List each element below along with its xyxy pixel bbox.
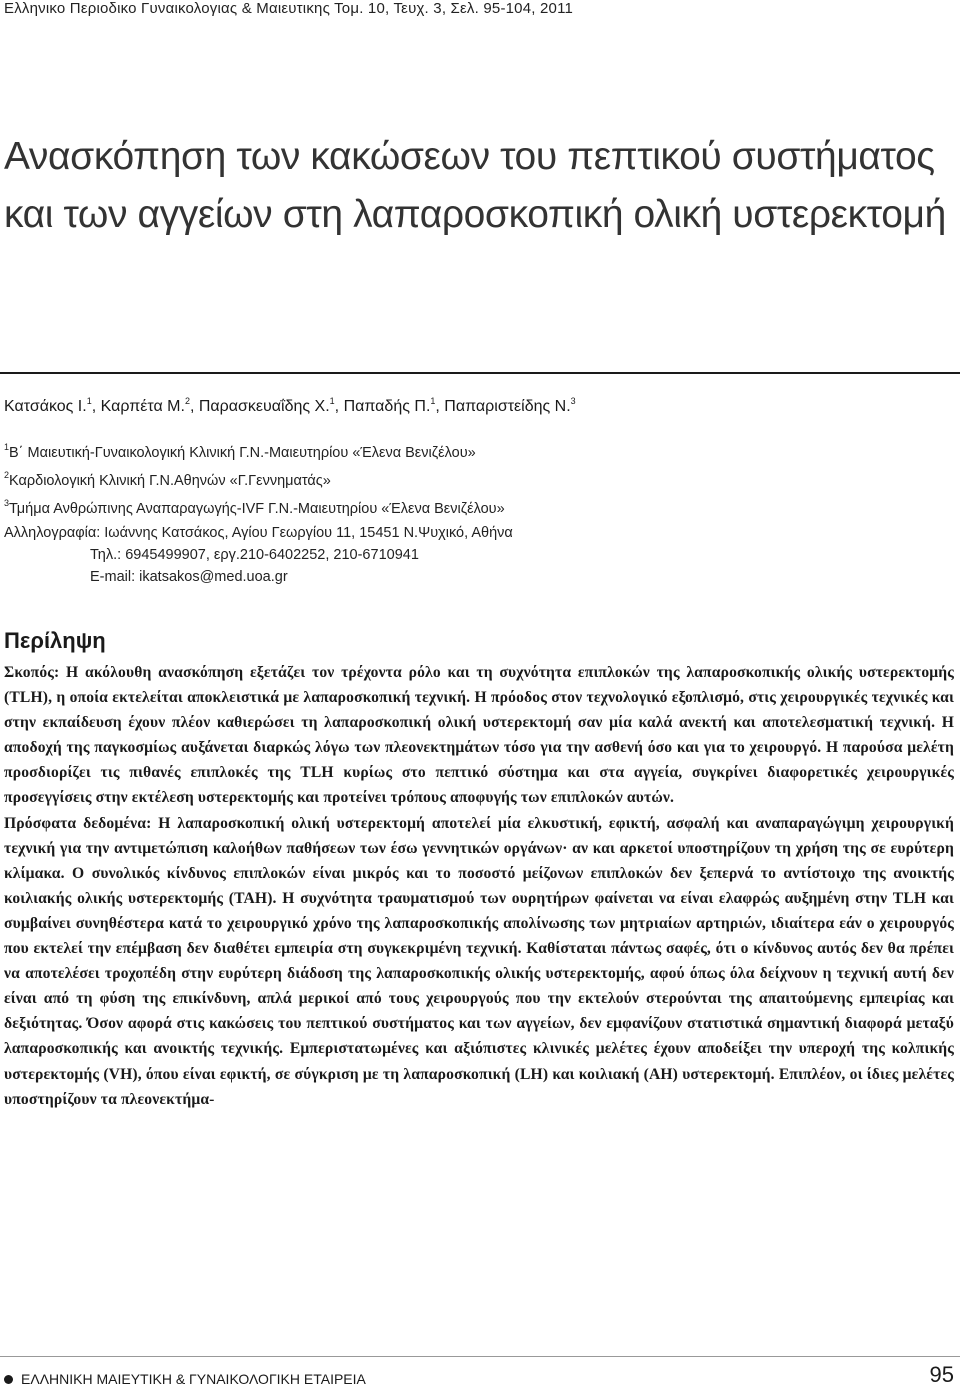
bullet-icon	[4, 1375, 13, 1384]
author: Παπαδής Π.$^1$,	[343, 396, 445, 415]
correspondence-email: E-mail: ikatsakos@med.uoa.gr	[90, 569, 288, 585]
affiliation: $^1$Β΄ Μαιευτική-Γυναικολογική Κλινική Γ.Ν.-Μαιευτηρίου «Έλενα Βενιζέλου»	[4, 442, 476, 461]
correspondence-address: Αλληλογραφία: Ιωάννης Κατσάκος, Αγίου Γεωργίου 11, 15451 Ν.Ψυχικό, Αθήνα	[4, 525, 513, 541]
title-line-2: και των αγγείων στη λαπαροσκοπική ολική υστερεκτομή	[4, 193, 946, 236]
abstract-paragraph: Σκοπός: Η ακόλουθη ανασκόπηση εξετάζει τον τρέχοντα ρόλο και τη συχνότητα επιπλοκών της λαπαροσκοπικής ολικής υστερεκτομής (TLH), η οποία εκτελείται αποκλειστικά με λαπαροσκοπική τεχνική. Η πρόοδος στον τεχνολογικό εξοπλισμό, στις χειρουργικές τεχνικές και στην εκπαίδευση έχουν πλέον καθιερώσει τη λαπαροσκοπική ολική υστερεκτομή σαν μία καλά ανεκτή και αποτελεσματική τεχνική. Η αποδοχή της παγκοσμίως αυξάνεται διαρκώς λόγω των πλεονεκτημάτων τόσο για την ασθενή όσο και για το χειρουργό. Η παρούσα μελέτη προσδιορίζει τις πιθανές επιπλοκές της TLH κυρίως στο πεπτικό σύστημα και στα αγγεία, συγκρίνει διαφορετικές χειρουργικές προσεγγίσεις στην εκτέλεση υστερεκτομής και προτείνει τρόπους αποφυγής των επιπλοκών αυτών.	[4, 664, 954, 807]
title-line-1: Ανασκόπηση των κακώσεων του πεπτικού συστήματος	[4, 135, 935, 178]
footer-society	[4, 1371, 366, 1387]
author: Παπαριστείδης Ν.$^3$	[444, 396, 576, 415]
abstract-paragraph: Πρόσφατα δεδομένα: Η λαπαροσκοπική ολική υστερεκτομή αποτελεί μία ελκυστική, εφικτή, ασφαλή και αναπαραγώγιμη χειρουργική τεχνική για την αντιμετώπιση καλοήθων παθήσεων των έσω γεννητικών οργάνων· αν και αρκετοί υποστηρίζουν τη χρήση της σε ευρύτερη κλίμακα. Ο συνολικός κίνδυνος επιπλοκών είναι μικρός και το ποσοστό μείζονων επιπλοκών δεν ξεπερνά το αντίστοιχο της ανοικτής κοιλιακής ολικής υστερεκτομής (TAH). Η συχνότητα τραυματισμού των ουρητήρων φαίνεται να είναι ελαφρώς αυξημένη στην TLH και συμβαίνει συνηθέστερα κατά το χειρουργικό χρόνο της λαπαροσκοπικής απολίνωσης των μητριαίων αρτηριών, ιδιαίτερα εάν ο χειρουργός που εκτελεί την επέμβαση δεν διαθέτει εμπειρία στη συγκεκριμένη τεχνική. Καθίσταται πάντως σαφές, ότι ο κίνδυνος αυτός δεν θα πρέπει να αποτελέσει τροχοπέδη στην ευρύτερη διάδοση της λαπαροσκοπικής ολικής υστερεκτομής, αφού όπως όλα δείχνουν η τεχνική αυτή δεν είναι από τη φύση της επικίνδυνη, απλά μερικοί από τους χειρουργούς που την εκτελούν στερούνται της απαιτούμενης εμπειρίας και δεξιότητας. Όσον αφορά στις κακώσεις του πεπτικού συστήματος και των αγγείων, δεν εμφανίζουν στατιστικά σημαντική διαφορά μεταξύ λαπαροσκοπικής και ανοικτής τεχνικής. Εμπεριστατωμένες και αξιόπιστες κλινικές μελέτες έχουν αποδείξει την υπεροχή της κολπικής υστερεκτομής (VH), όπου είναι εφικτή, σε σύγκριση με τη λαπαροσκοπική (LH) και κοιλιακή (AH) υστερεκτομή. Επιπλέον, οι ίδιες μελέτες υποστηρίζουν τα πλεονεκτήμα-	[4, 814, 954, 1108]
correspondence-phone: Τηλ.: 6945499907, εργ.210-6402252, 210-6710941	[90, 547, 419, 563]
affiliation-list	[4, 436, 505, 520]
society-name: ΕΛΛΗΝΙΚΗ ΜΑΙΕΥΤΙΚΗ & ΓΥΝΑΙΚΟΛΟΓΙΚΗ ΕΤΑΙΡΕΙΑ	[21, 1371, 366, 1387]
page-number: 95	[929, 1362, 954, 1387]
affiliation: $^3$Τμήμα Ανθρώπινης Αναπαραγωγής-IVF Γ.Ν.-Μαιευτηρίου «Έλενα Βενιζέλου»	[4, 498, 505, 517]
title-divider	[0, 372, 960, 374]
article-title	[4, 128, 954, 244]
affiliation: $^2$Καρδιολογική Κλινική Γ.Ν.Αθηνών «Γ.Γεννηματάς»	[4, 470, 331, 489]
author: Κατσάκος Ι.$^1$,	[4, 396, 101, 415]
abstract-body	[4, 660, 954, 1112]
author: Καρπέτα Μ.$^2$,	[100, 396, 199, 415]
abstract-heading: Περίληψη	[4, 628, 106, 653]
author-list	[4, 396, 576, 416]
author: Παρασκευαΐδης Χ.$^1$,	[198, 396, 344, 415]
footer-divider	[0, 1356, 960, 1357]
running-header: Ελληνικο Περιοδικο Γυναικολογιας & Μαιευτικης Τομ. 10, Τευχ. 3, Σελ. 95-104, 2011	[4, 0, 574, 17]
correspondence-block	[4, 522, 513, 588]
